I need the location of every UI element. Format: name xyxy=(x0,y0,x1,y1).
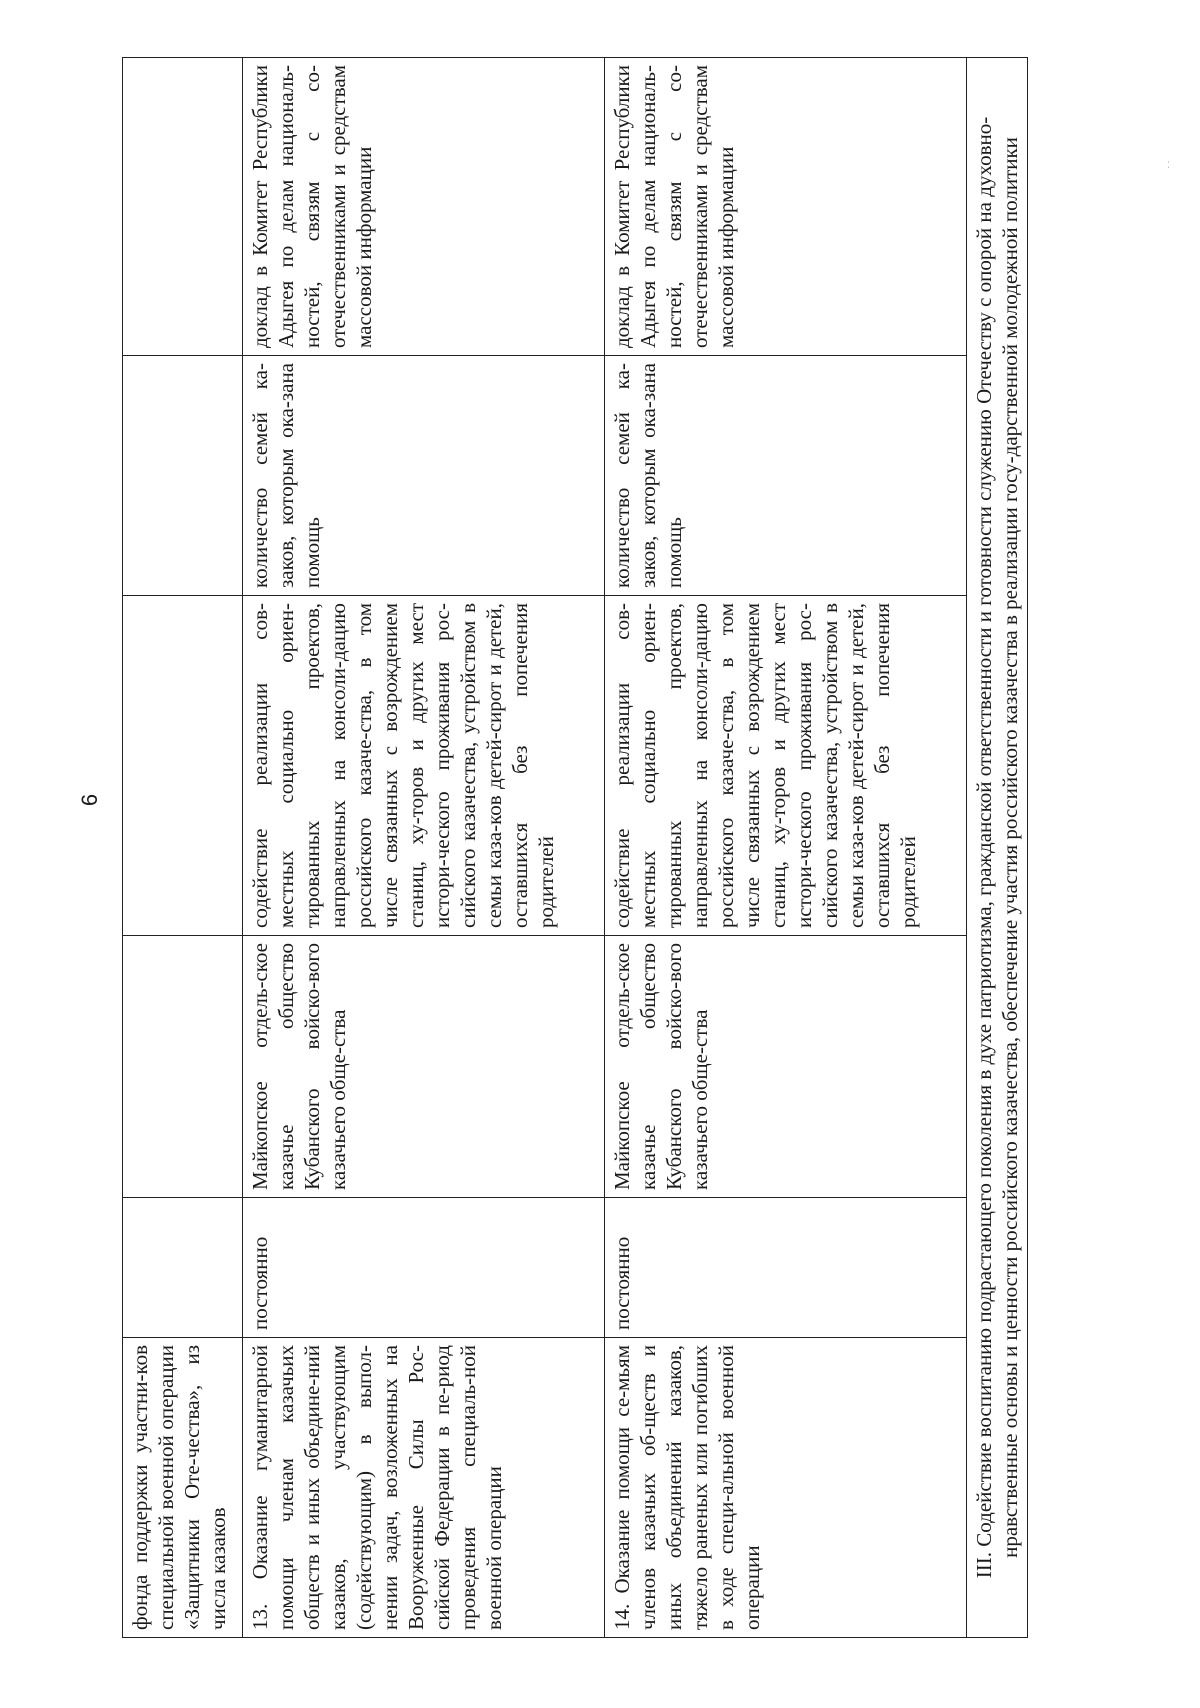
table-section-row xyxy=(967,58,1028,1638)
measures-table xyxy=(122,57,1028,1638)
cell-indicator: количество семей ка-заков, которым ока-зана помощь xyxy=(243,356,605,596)
page-number: 6 xyxy=(77,793,102,807)
table-row xyxy=(243,58,605,1638)
table-row xyxy=(605,58,967,1638)
cell-continuation-col3 xyxy=(123,936,243,1198)
cell-executor: Майкопское отдель-ское казачье общество Кубанского войско-вого казачьего обще-ства xyxy=(243,936,605,1198)
cell-term: постоянно xyxy=(243,1198,605,1338)
cell-continuation-col4 xyxy=(123,596,243,936)
scan-speck: · · xyxy=(1164,160,1174,169)
cell-continuation-col5 xyxy=(123,356,243,596)
cell-indicator: количество семей ка-заков, которым ока-зана помощь xyxy=(605,356,967,596)
table-inner xyxy=(122,58,1082,1638)
rotated-table-container xyxy=(122,58,1082,1638)
cell-continuation-col2 xyxy=(123,1198,243,1338)
cell-executor: Майкопское отдель-ское казачье общество Кубанского войско-вого казачьего обще-ства xyxy=(605,936,967,1198)
cell-continuation-col6 xyxy=(123,58,243,356)
section-heading: III. Содействие воспитанию подрастающего поколения в духе патриотизма, гражданской ответственности и готовности служению Отечеству с опорой на духовно-нравственные основы и ценности российского казачества, обеспечение участия российского казачества в реализации госу-дарственной молодежной политики xyxy=(967,58,1028,1638)
cell-goal: содействие реализации сов-местных социально ориен-тированных проектов, направленных на консоли-дацию российского казаче-ства, в том числе связанных с возрождением станиц, ху-торов и других мест истори-ческого проживания рос-сийского казачества, устройством в семьи каза-ков детей-сирот и детей, оставшихся без попечения родителей xyxy=(605,596,967,936)
cell-report: доклад в Комитет Республики Адыгея по делам националь-ностей, связям с со-отечественниками и средствам массовой информации xyxy=(605,58,967,356)
cell-measure: 13. Оказание гуманитарной помощи членам казачьих обществ и иных объедине-ний казаков, участвующим (содействующим) в выпол-нении задач, возложенных на Вооруженные Силы Рос-сийской Федерации в пе-риод проведения специаль-ной военной операции xyxy=(243,1338,605,1638)
cell-report: доклад в Комитет Республики Адыгея по делам националь-ностей, связям с со-отечественниками и средствам массовой информации xyxy=(243,58,605,356)
cell-goal: содействие реализации сов-местных социально ориен-тированных проектов, направленных на консоли-дацию российского казаче-ства, в том числе связанных с возрождением станиц, ху-торов и других мест истори-ческого проживания рос-сийского казачества, устройством в семьи каза-ков детей-сирот и детей, оставшихся без попечения родителей xyxy=(243,596,605,936)
table-row-continuation xyxy=(123,58,243,1638)
cell-measure: 14. Оказание помощи се-мьям членов казачьих об-ществ и иных объединений казаков, тяжело раненых или погибших в ходе специ-альной военной операции xyxy=(605,1338,967,1638)
cell-term: постоянно xyxy=(605,1198,967,1338)
cell-continuation-col1: фонда поддержки участни-ков специальной военной операции «Защитники Оте-чества», из числа казаков xyxy=(123,1338,243,1638)
